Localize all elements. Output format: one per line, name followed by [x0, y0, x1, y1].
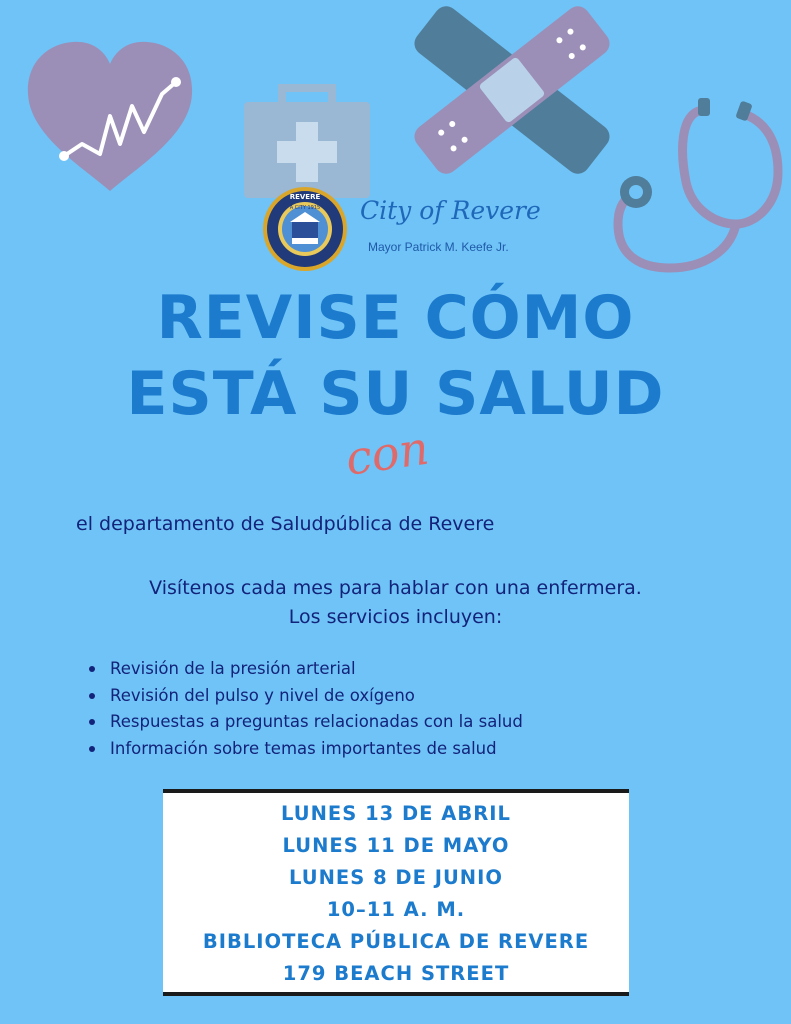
service-label: Revisión del pulso y nivel de oxígeno [110, 685, 415, 705]
schedule-time: 10–11 A. M. [326, 898, 466, 921]
city-name: City of Revere [360, 196, 541, 225]
service-label: Información sobre temas importantes de salud [110, 738, 497, 758]
mayor-name: Mayor Patrick M. Keefe Jr. [368, 240, 509, 254]
list-item [84, 656, 523, 683]
schedule-date-2: LUNES 11 DE MAYO [282, 834, 510, 857]
list-item [84, 736, 523, 763]
bullet-icon [89, 693, 95, 699]
services-intro: Los servicios incluyen: [288, 606, 503, 628]
visit-invitation: Visítenos cada mes para hablar con una enfermera. [149, 577, 642, 599]
list-item [84, 709, 523, 736]
stethoscope-icon [606, 92, 786, 276]
list-item [84, 683, 523, 710]
services-list [84, 656, 523, 762]
bullet-icon [89, 746, 95, 752]
service-label: Respuestas a preguntas relacionadas con la salud [110, 712, 523, 731]
city-seal-logo [262, 186, 348, 272]
schedule-date-1: LUNES 13 DE ABRIL [281, 802, 511, 825]
bullet-icon [89, 719, 95, 725]
headline-line-2: ESTÁ SU SALUD [126, 359, 665, 429]
service-label: Revisión de la presión arterial [110, 659, 356, 678]
schedule-address: 179 BEACH STREET [282, 962, 510, 985]
bullet-icon [89, 666, 95, 672]
headline-line-1: REVISE CÓMO [156, 283, 635, 353]
schedule-date-3: LUNES 8 DE JUNIO [289, 866, 503, 889]
first-aid-kit-icon [240, 80, 374, 200]
heart-pulse-icon [24, 36, 196, 196]
schedule-location: BIBLIOTECA PÚBLICA DE REVERE [202, 930, 590, 953]
department-line: el departamento de Saludpública de Revere [76, 513, 495, 535]
connector-word: con [342, 420, 433, 486]
schedule-box [163, 789, 629, 996]
svg-text:A CITY 1915: A CITY 1915 [289, 205, 321, 211]
crossed-bandages-icon [410, 0, 615, 180]
svg-text:REVERE: REVERE [289, 193, 321, 201]
